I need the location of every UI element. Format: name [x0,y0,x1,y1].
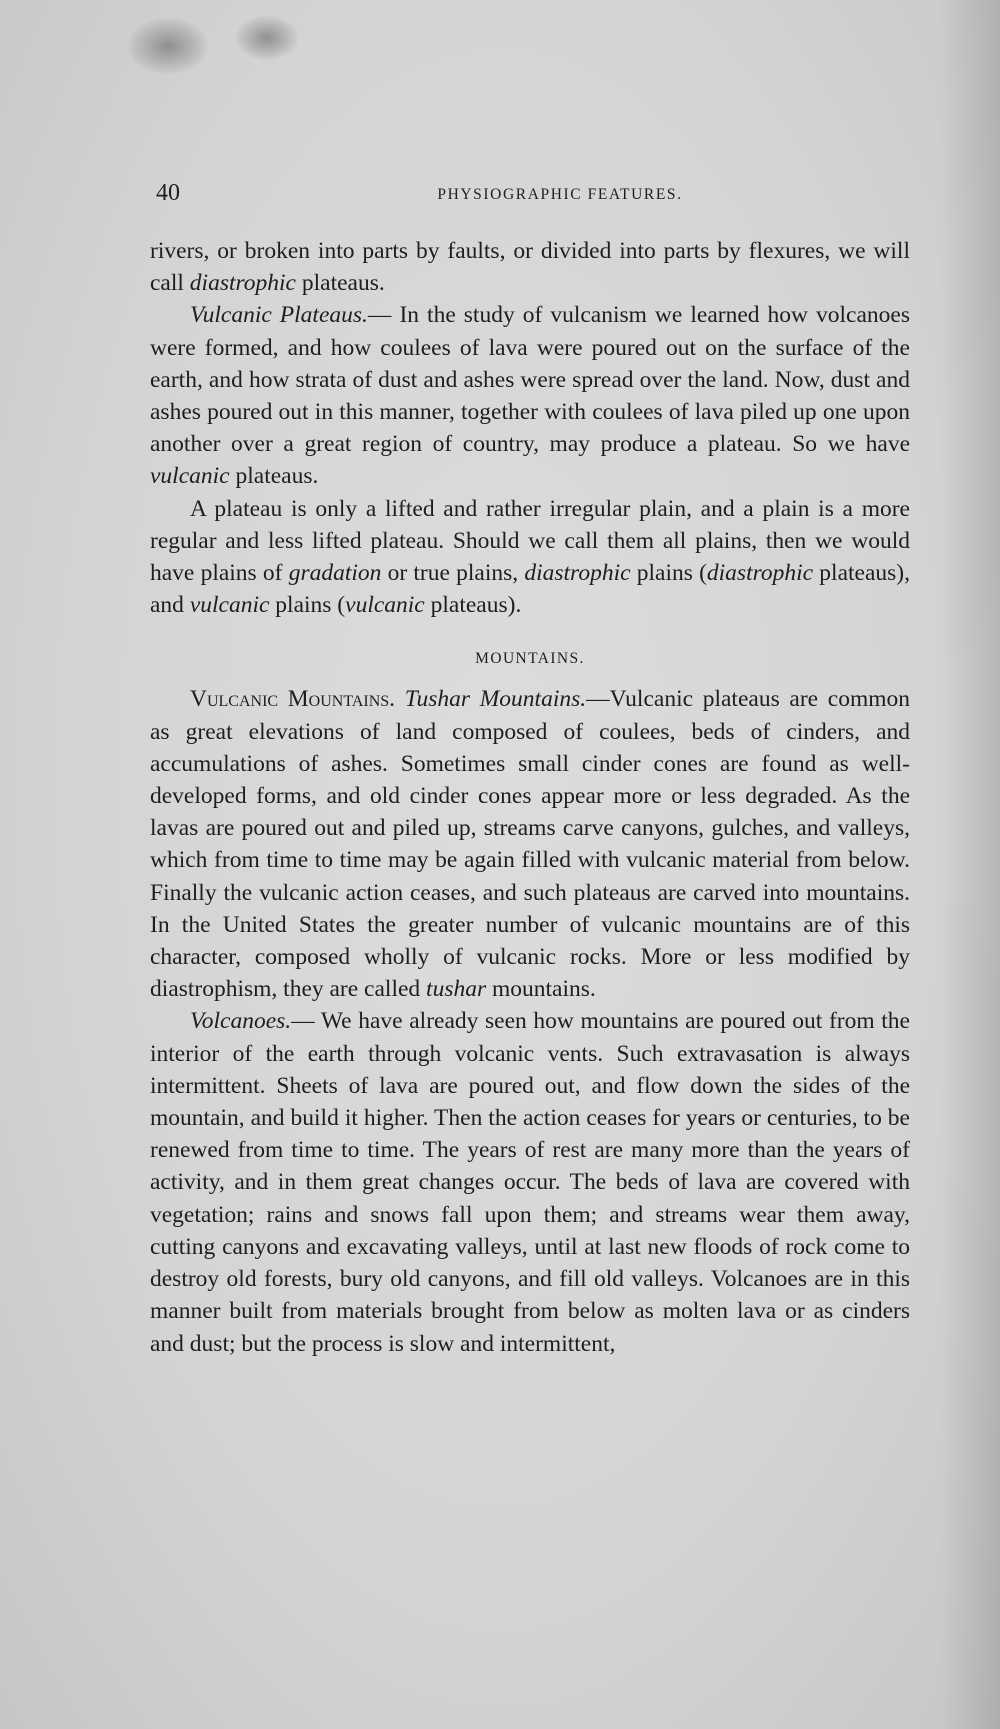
small-caps-heading: Vulcanic Mountains. [190,686,396,713]
text-run [395,686,405,712]
text-run: plateaus). [424,592,522,619]
text-run: A plateau is only a lifted and rather irregular plain, and a plain is a more regular and less lifted plateau. Should we call them all plains, then we would have plains of [150,495,910,587]
text-run: —Vulcanic plateaus are common as great elevations of land composed of coulees, beds of cinders, and accumulations of ashes. Sometimes small cinder cones are found as well-developed forms, and old cinder cones appear more or less degraded. As the lavas are poured out and piled up, streams carve canyons, gulches, and valleys, which from time to time may be again filled with vulcanic material from below. Finally the vulcanic action ceases, and such plateaus are carved into mountains. In the United States the greater number of vulcanic mountains are of this character, composed wholly of vulcanic rocks. More or less modified by diastrophism, they are called [150,686,911,1003]
ink-smudge [128,18,208,74]
running-head: PHYSIOGRAPHIC FEATURES. [437,186,683,203]
italic-term: diastrophic [706,560,814,587]
italic-term: diastrophic [189,270,296,297]
ink-smudge [236,16,298,60]
italic-term: vulcanic [150,463,230,490]
text-run: mountains. [486,976,596,1003]
text-run: plains ( [269,592,346,619]
text-run: — We have already seen how mountains are poured out from the interior of the earth through volcanic vents. Such extravasation is always intermittent. Sheets of lava are poured out, and flow down the sides of the mountain, and build it higher. Then the action ceases for years or centuries, to be renewed from time to time. The years of rest are many more than the years of activity, and in them great changes occur. The beds of lava are covered with vegetation; rains and snows fall upon them; and streams wear them away, cutting canyons and excavating valleys, until at last new floods of rock come to destroy old forests, bury old canyons, and fill old valleys. Volcanoes are in this manner built from materials brought from below as molten lava or as cinders and dust; but the process is slow and intermittent, [150,1008,910,1357]
italic-term: diastrophic [524,560,631,587]
italic-term: gradation [288,560,382,587]
page-body [150,235,910,1360]
paragraph-plateau-definition [150,493,910,622]
text-run: plateaus. [229,463,319,490]
italic-term: vulcanic [345,592,425,619]
text-run: rivers, or broken into parts by faults, or divided into parts by flexures, we will call [150,238,910,297]
section-heading: MOUNTAINS. [475,650,585,668]
paragraph-continuation [150,235,910,299]
run-in-heading: Volcanoes. [190,1008,292,1035]
text-run: plateaus), and [150,560,910,619]
text-run: plains ( [630,560,707,587]
paragraph-vulcanic-mountains [150,683,910,1005]
text-run: — In the study of vulcanism we learned how volcanoes were formed, and how coulees of lava were poured out on the surface of the earth, and how strata of dust and ashes were spread over the land. Now, dust and ashes poured out in this manner, together with coulees of lava piled up one upon another over a great region of country, may produce a plateau. So we have [150,302,910,458]
page-edge-shadow [940,0,1000,1729]
page-number: 40 [156,180,180,206]
text-run: or true plains, [381,560,525,587]
page-header [150,180,910,210]
run-in-heading: Tushar Mountains. [404,686,587,713]
italic-term: tushar [426,976,487,1003]
paragraph-vulcanic-plateaus [150,299,910,492]
paragraph-volcanoes [150,1005,910,1359]
italic-term: vulcanic [189,592,270,619]
text-run: plateaus. [295,270,385,297]
run-in-heading: Vulcanic Plateaus. [190,302,368,329]
